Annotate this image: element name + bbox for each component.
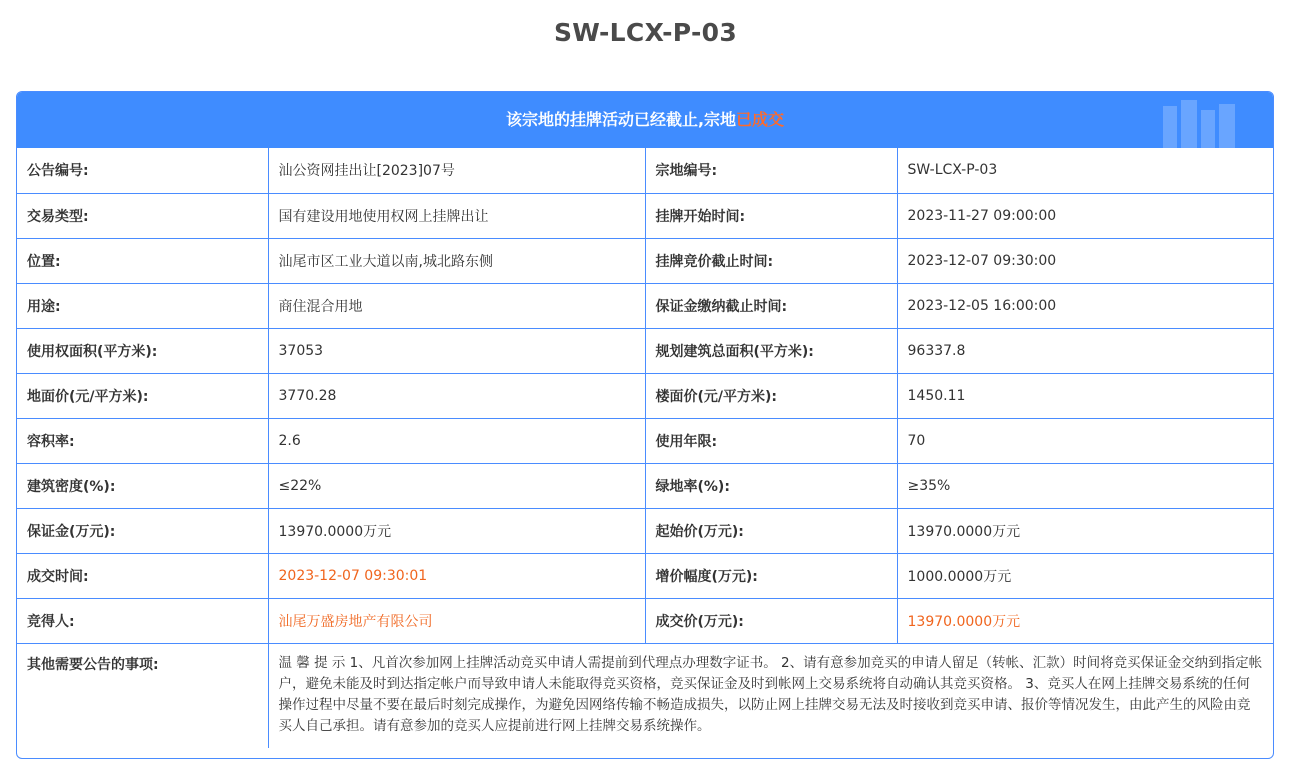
deposit-deadline-label: 保证金缴纳截止时间: bbox=[645, 283, 897, 328]
usage-label: 用途: bbox=[17, 283, 268, 328]
bid-deadline-label: 挂牌竞价截止时间: bbox=[645, 238, 897, 283]
building-area-label: 规划建筑总面积(平方米): bbox=[645, 328, 897, 373]
notes-text: 温 馨 提 示 1、凡首次参加网上挂牌活动竞买申请人需提前到代理点办理数字证书。 2、请有意参加竞买的申请人留足（转帐、汇款）时间将竞买保证金交纳到指定帐户，避免未能及时到达指定帐户而导致申请人未能取得竞买资格，竞买保证金及时到帐网上交易系统将自动确认其竞买资格。 3、竞买人在网上挂牌交易系统的任何操作过程中尽量不要在最后时刻完成操作，为避免因网络传输不畅造成损失，以防止网上挂牌交易无法及时接收到竞买申请、报价等情况发生，由此产生的风险由竞买人自己承担。请有意参加的竞买人应提前进行网上挂牌交易系统操作。 bbox=[268, 643, 1274, 748]
banner-status: 已成交 bbox=[736, 110, 785, 129]
table-row-notes bbox=[17, 643, 1274, 748]
notice-number-value: 汕公资网挂出让[2023]07号 bbox=[268, 148, 645, 193]
green-ratio-label: 绿地率(%): bbox=[645, 463, 897, 508]
location-value: 汕尾市区工业大道以南,城北路东侧 bbox=[268, 238, 645, 283]
deposit-label: 保证金(万元): bbox=[17, 508, 268, 553]
land-info-card bbox=[16, 91, 1274, 759]
table-row bbox=[17, 508, 1274, 553]
usage-years-label: 使用年限: bbox=[645, 418, 897, 463]
table-row bbox=[17, 553, 1274, 598]
land-info-table bbox=[17, 148, 1274, 748]
starting-price-value: 13970.0000万元 bbox=[897, 508, 1274, 553]
listing-start-value: 2023-11-27 09:00:00 bbox=[897, 193, 1274, 238]
deal-time-label: 成交时间: bbox=[17, 553, 268, 598]
table-row bbox=[17, 598, 1274, 643]
table-row bbox=[17, 193, 1274, 238]
table-row bbox=[17, 463, 1274, 508]
notice-number-label: 公告编号: bbox=[17, 148, 268, 193]
table-row bbox=[17, 283, 1274, 328]
usage-value: 商住混合用地 bbox=[268, 283, 645, 328]
building-density-value: ≤22% bbox=[268, 463, 645, 508]
transaction-type-value: 国有建设用地使用权网上挂牌出让 bbox=[268, 193, 645, 238]
floor-unit-price-value: 1450.11 bbox=[897, 373, 1274, 418]
status-banner bbox=[17, 92, 1273, 148]
location-label: 位置: bbox=[17, 238, 268, 283]
land-area-value: 37053 bbox=[268, 328, 645, 373]
table-row bbox=[17, 328, 1274, 373]
building-density-label: 建筑密度(%): bbox=[17, 463, 268, 508]
deal-price-value: 13970.0000万元 bbox=[897, 598, 1274, 643]
starting-price-label: 起始价(万元): bbox=[645, 508, 897, 553]
page-title: SW-LCX-P-03 bbox=[553, 18, 738, 47]
parcel-number-label: 宗地编号: bbox=[645, 148, 897, 193]
table-row bbox=[17, 373, 1274, 418]
plot-ratio-value: 2.6 bbox=[268, 418, 645, 463]
plot-ratio-label: 容积率: bbox=[17, 418, 268, 463]
price-increment-value: 1000.0000万元 bbox=[897, 553, 1274, 598]
deposit-value: 13970.0000万元 bbox=[268, 508, 645, 553]
winner-value: 汕尾万盛房地产有限公司 bbox=[268, 598, 645, 643]
building-area-value: 96337.8 bbox=[897, 328, 1274, 373]
usage-years-value: 70 bbox=[897, 418, 1274, 463]
floor-unit-price-label: 楼面价(元/平方米): bbox=[645, 373, 897, 418]
transaction-type-label: 交易类型: bbox=[17, 193, 268, 238]
land-unit-price-value: 3770.28 bbox=[268, 373, 645, 418]
green-ratio-value: ≥35% bbox=[897, 463, 1274, 508]
land-unit-price-label: 地面价(元/平方米): bbox=[17, 373, 268, 418]
bid-deadline-value: 2023-12-07 09:30:00 bbox=[897, 238, 1274, 283]
deal-price-label: 成交价(万元): bbox=[645, 598, 897, 643]
banner-text: 该宗地的挂牌活动已经截止,宗地 bbox=[505, 110, 737, 129]
building-decoration-icon bbox=[1163, 100, 1235, 148]
parcel-number-value: SW-LCX-P-03 bbox=[897, 148, 1274, 193]
deposit-deadline-value: 2023-12-05 16:00:00 bbox=[897, 283, 1274, 328]
land-area-label: 使用权面积(平方米): bbox=[17, 328, 268, 373]
price-increment-label: 增价幅度(万元): bbox=[645, 553, 897, 598]
table-row bbox=[17, 418, 1274, 463]
notes-label: 其他需要公告的事项: bbox=[17, 643, 268, 748]
table-row bbox=[17, 148, 1274, 193]
table-row bbox=[17, 238, 1274, 283]
winner-label: 竞得人: bbox=[17, 598, 268, 643]
deal-time-value: 2023-12-07 09:30:01 bbox=[268, 553, 645, 598]
listing-start-label: 挂牌开始时间: bbox=[645, 193, 897, 238]
